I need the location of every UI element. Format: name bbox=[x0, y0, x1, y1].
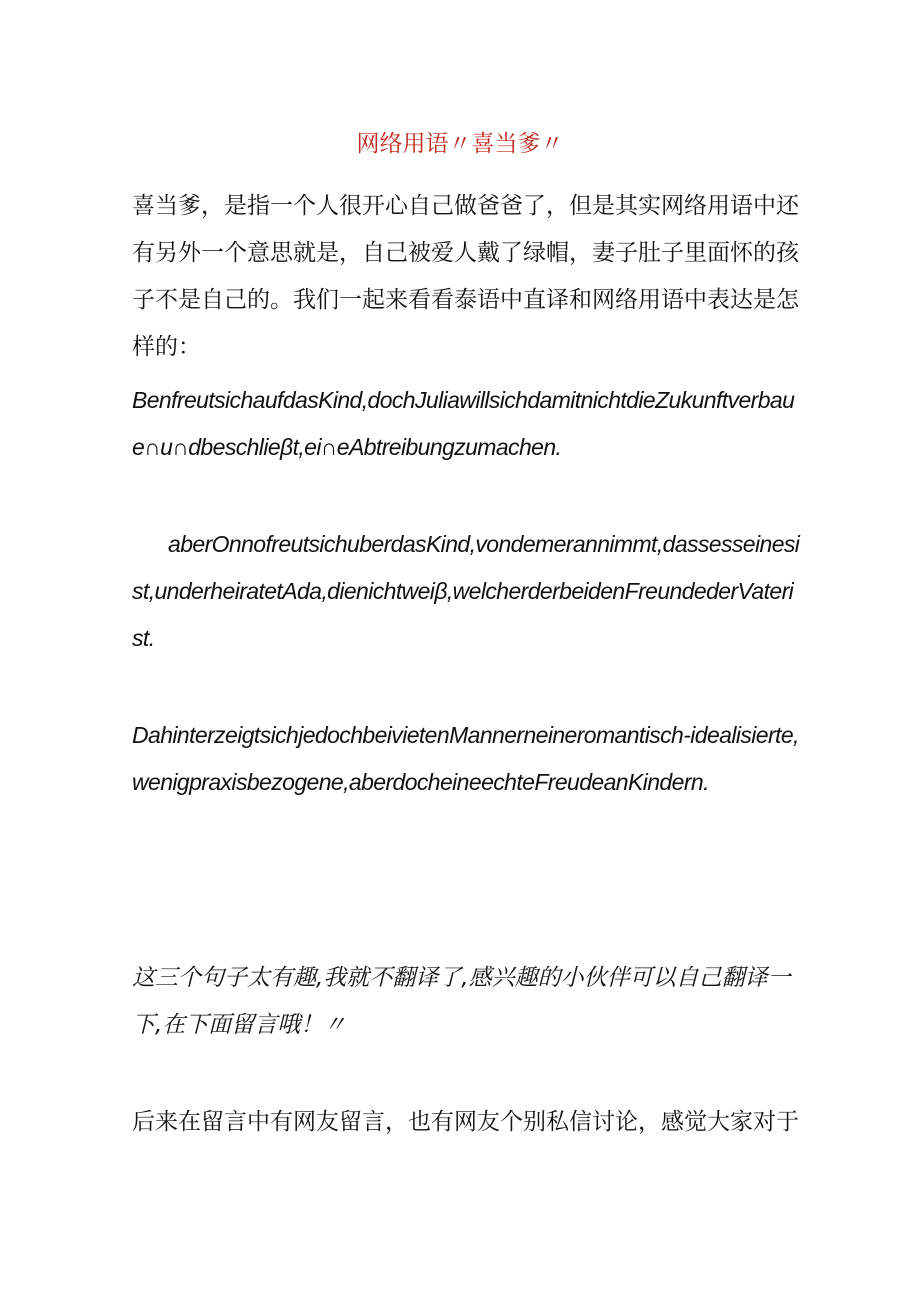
comment-paragraph: 这三个句子太有趣,我就不翻译了,感兴趣的小伙伴可以自己翻译一下,在下面留言哦！〃 bbox=[132, 965, 791, 1038]
page-title: 网络用语〃喜当爹〃 bbox=[356, 131, 564, 157]
closing-paragraph: 后来在留言中有网友留言，也有网友个别私信讨论，感觉大家对于 bbox=[132, 1109, 799, 1135]
intro-paragraph: 喜当爹，是指一个人很开心自己做爸爸了，但是其实网络用语中还有另外一个意思就是，自己被爱人戴了绿帽，妻子肚子里面怀的孩子不是自己的。我们一起来看看泰语中直译和网络用语中表达是怎样的： bbox=[132, 193, 799, 360]
german-sentence-3: DahinterzeigtsichjedochbeivietenMannerneineromantisch-idealisierte,wenigpraxisbezogene,aberdocheineechteFreudeanKindern. bbox=[132, 722, 799, 795]
german-sentence-2: aberOnnofreutsichuberdasKind,vondemerannimmt,dassesseinesist,underheiratetAda,dienichtweiβ,welcherderbeidenFreundederVaterist. bbox=[132, 531, 800, 651]
german-sentence-1: BenfreutsichaufdasKind,dochJuliawillsichdamitnichtdieZukunftverbaue∩u∩dbeschlieβt,ei∩eAbtreibungzumachen. bbox=[132, 387, 795, 460]
